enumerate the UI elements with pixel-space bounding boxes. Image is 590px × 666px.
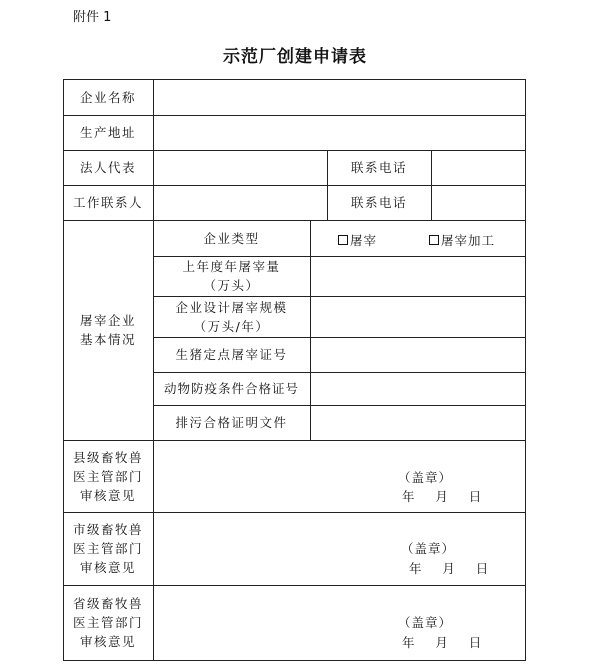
epidemic-cert-label: 动物防疫条件合格证号	[163, 381, 299, 396]
legal-rep-label: 法人代表	[79, 160, 136, 175]
phone-field-1[interactable]	[432, 151, 525, 185]
last-year-volume-field[interactable]	[311, 257, 525, 296]
address-label: 生产地址	[79, 125, 136, 140]
company-name-label: 企业名称	[79, 89, 136, 105]
legal-rep-field[interactable]	[154, 151, 327, 185]
phone-field-2[interactable]	[432, 186, 525, 220]
checkbox-icon	[429, 235, 439, 245]
company-type-label: 企业类型	[203, 230, 260, 246]
type-option-slaughter[interactable]: 屠宰	[338, 231, 377, 249]
city-seal: （盖章）	[401, 541, 456, 556]
province-date: 年 月 日	[402, 635, 483, 650]
sewage-doc-field[interactable]	[311, 406, 525, 440]
province-seal: （盖章）	[398, 615, 453, 630]
type-option-processing[interactable]: 屠宰加工	[429, 231, 495, 249]
contact-person-label: 工作联系人	[72, 195, 143, 210]
designed-capacity-field[interactable]	[311, 297, 525, 337]
company-name-field[interactable]	[154, 80, 525, 115]
checkbox-icon	[338, 235, 348, 245]
province-review-label: 省级畜牧兽 医主管部门 审核意见	[72, 596, 143, 649]
phone-label-2: 联系电话	[350, 195, 407, 210]
designed-capacity-label: 企业设计屠宰规模 （万头/年）	[175, 299, 288, 334]
basic-info-label: 屠宰企业 基本情况	[79, 313, 136, 347]
county-review-label: 县级畜牧兽 医主管部门 审核意见	[72, 449, 143, 503]
city-date: 年 月 日	[409, 561, 490, 576]
contact-person-field[interactable]	[154, 186, 327, 220]
county-seal: （盖章）	[398, 470, 453, 485]
epidemic-cert-field[interactable]	[311, 373, 525, 405]
phone-label-1: 联系电话	[350, 160, 407, 175]
county-date: 年 月 日	[402, 489, 483, 504]
last-year-volume-label: 上年度年屠宰量 （万头）	[182, 259, 281, 293]
pig-cert-label: 生猪定点屠宰证号	[175, 347, 288, 362]
sewage-doc-label: 排污合格证明文件	[175, 415, 288, 430]
attachment-label: 附件 1	[73, 10, 112, 25]
form-title: 示范厂创建申请表	[223, 47, 367, 67]
address-field[interactable]	[154, 116, 525, 150]
city-review-label: 市级畜牧兽 医主管部门 审核意见	[72, 522, 143, 575]
pig-cert-field[interactable]	[311, 338, 525, 372]
